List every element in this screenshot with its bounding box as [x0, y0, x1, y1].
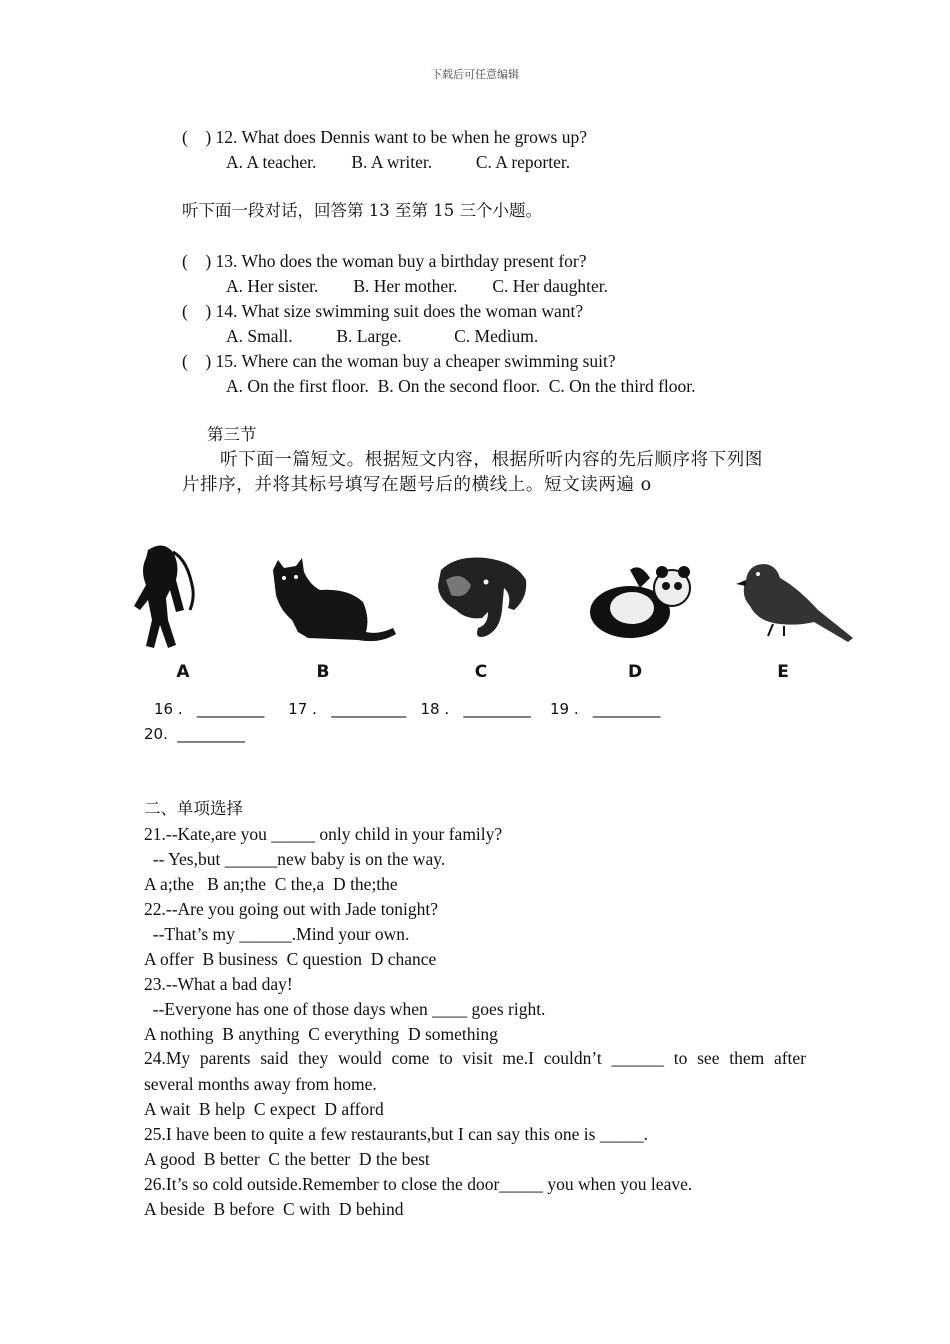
- question-13-options: A. Her sister. B. Her mother. C. Her daughter.: [226, 276, 609, 296]
- picture-label: D: [627, 662, 643, 682]
- question-14-stem: ( ) 14. What size swimming suit does the woman want?: [182, 301, 584, 321]
- monkey-icon: [118, 540, 248, 660]
- section-3-instruction-line2: 片排序，并将其标号填写在题号后的横线上。短文读两遍 o: [182, 475, 652, 495]
- picture-b: [258, 540, 388, 690]
- section-3-title: 第三节: [207, 425, 257, 444]
- answer-blanks-16-19: 16 . _________ 17 . __________ 18 . _________ 19 . _________: [154, 700, 661, 718]
- question-12-options: A. A teacher. B. A writer. C. A reporter.: [226, 152, 571, 172]
- picture-e: [718, 540, 848, 690]
- question-line: A beside B before C with D behind: [144, 1199, 404, 1219]
- question-line: A good B better C the better D the best: [144, 1149, 430, 1169]
- question-24-line1: 24.My parents said they would come to visit me.I couldn’t ______ to see them after: [144, 1048, 806, 1068]
- question-14-options: A. Small. B. Large. C. Medium.: [226, 326, 539, 346]
- cat-icon: [258, 540, 398, 660]
- question-line: 21.--Kate,are you _____ only child in your family?: [144, 824, 503, 844]
- picture-row: [138, 540, 858, 690]
- answer-blank-20: 20. _________: [144, 725, 245, 743]
- question-line: 22.--Are you going out with Jade tonight?: [144, 899, 439, 919]
- picture-label: A: [176, 662, 190, 682]
- question-line: -- Yes,but ______new baby is on the way.: [144, 849, 446, 869]
- question-line: 25.I have been to quite a few restaurants,but I can say this one is _____.: [144, 1124, 648, 1144]
- bird-icon: [718, 540, 858, 660]
- question-13-stem: ( ) 13. Who does the woman buy a birthday present for?: [182, 251, 587, 271]
- question-15-options: A. On the first floor. B. On the second floor. C. On the third floor.: [226, 376, 696, 396]
- question-line: A offer B business C question D chance: [144, 949, 437, 969]
- picture-label: B: [316, 662, 330, 682]
- question-line: A nothing B anything C everything D something: [144, 1024, 498, 1044]
- picture-a: [118, 540, 248, 690]
- panda-icon: [570, 540, 710, 660]
- picture-label: E: [777, 662, 789, 682]
- question-15-stem: ( ) 15. Where can the woman buy a cheaper swimming suit?: [182, 351, 616, 371]
- question-line: A wait B help C expect D afford: [144, 1099, 384, 1119]
- question-line: A a;the B an;the C the,a D the;the: [144, 874, 398, 894]
- picture-label: C: [474, 662, 488, 682]
- question-line: --That’s my ______.Mind your own.: [144, 924, 410, 944]
- page-header: 下载后可任意编辑: [431, 68, 519, 81]
- section-3-instruction-line1: 听下面一篇短文。根据短文内容，根据所听内容的先后顺序将下列图: [220, 450, 763, 470]
- question-line: --Everyone has one of those days when ____ goes right.: [144, 999, 546, 1019]
- question-line: 23.--What a bad day!: [144, 974, 293, 994]
- question-24-line2: several months away from home.: [144, 1074, 377, 1094]
- part-2-title: 二、单项选择: [144, 799, 243, 818]
- picture-d: [570, 540, 700, 690]
- question-line: 26.It’s so cold outside.Remember to close the door_____ you when you leave.: [144, 1174, 693, 1194]
- listening-instruction: 听下面一段对话，回答第 13 至第 15 三个小题。: [182, 201, 542, 220]
- picture-c: [416, 540, 546, 690]
- question-12-stem: ( ) 12. What does Dennis want to be when he grows up?: [182, 127, 588, 147]
- elephant-icon: [416, 540, 546, 660]
